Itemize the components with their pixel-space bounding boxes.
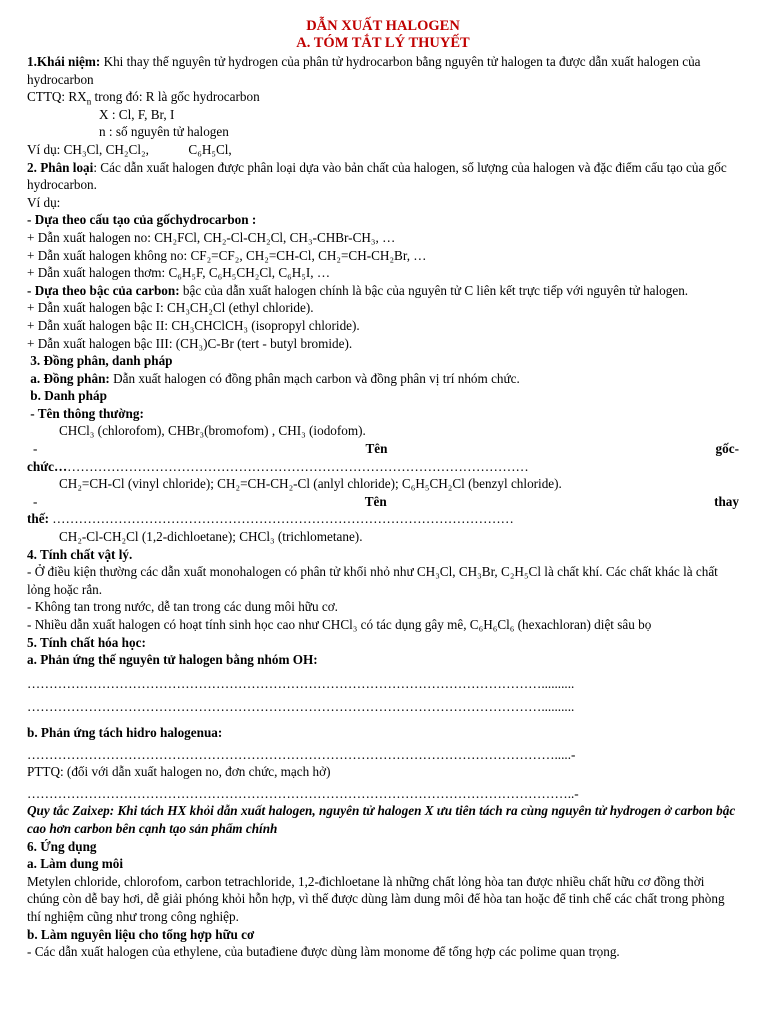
substitutive-thay: thay [714,493,739,509]
isomer-line [27,370,739,388]
general-formula-label: CTTQ: RX [27,89,87,105]
elimination-heading: b. Phản ứng tách hidro halogenua: [27,724,223,740]
section-6-heading: 6. Ứng dụng [27,838,97,854]
radical-name-example: CH₂=CH-Cl (vinyl chloride); CH₂=CH-CH₂-Cl (anlyl chloride); C₆H₅CH₂Cl (benzyl chloride). [59,476,562,492]
radical-ten: Tên [365,441,388,457]
isomer-text: Dẫn xuất halogen có đồng phân mạch carbon và đồng phân vị trí nhóm chức. [109,370,520,386]
answer-line-3: ………………………………………………………………………………………………………….....- [27,746,576,762]
substitutive-name-row [27,493,739,511]
solvent-text: Metylen chloride, chlorofom, carbon tetrachloride, 1,2-đichloetane là những chất lỏng hòa tan được nhiều chất hữu cơ đồng thời chúng còn dễ bay hơi, dễ giải phóng khỏi hỗn hợp, vì thế được dùng làm dung môi để hòa tan hoặc để tinh chế các chất trong phòng thí nghiệm cũng như trong công nghiệp. [27,873,725,924]
general-formula-sub: n [86,96,92,107]
substitutive-dots: …………………………………………………………………………………………… [48,511,514,527]
nomenclature-heading: b. Danh pháp [27,388,107,404]
by-degree [27,282,739,300]
common-name-example: CHCl₃ (chlorofom), CHBr₃(bromofom) , CHI₃ (iodofom). [59,423,366,439]
degree-2-example: + Dẫn xuất halogen bậc II: CH₃CHClCH₃ (isopropyl chloride). [27,317,360,333]
section-2-heading: 2. Phân loại [27,159,94,175]
doc-subtitle: A. TÓM TẮT LÝ THUYẾT [296,35,470,51]
radical-chuc: chức… [27,458,68,474]
zaitsev-rule: Quy tắc Zaixep: Khi tách HX khỏi dẫn xuất halogen, nguyên tử halogen X ưu tiên tách ra cùng nguyên tử hydrogen ở carbon bậc cao hơn carbon bên cạnh tạo sản phẩm chính [27,803,736,836]
section-2-example-label: Ví dụ: [27,194,61,210]
substitutive-name-example: CH₂-Cl-CH₂Cl (1,2-dichloetane); CHCl₃ (trichlometane). [59,529,363,545]
general-formula [27,88,739,106]
by-degree-heading: - Dựa theo bậc của carbon: [27,282,180,298]
physical-property-2: - Không tan trong nước, dễ tan trong các dung môi hữu cơ. [27,599,338,615]
radical-name-row [27,440,739,458]
unsaturated-example: + Dẫn xuất halogen không no: CF₂=CF₂, CH₂=CH-Cl, CH₂=CH-CH₂Br, … [27,247,427,263]
section-2-classification [27,159,739,194]
by-structure-heading: - Dựa theo cấu tạo của gốchydrocarbon : [27,212,257,228]
synthesis-heading: b. Làm nguyên liệu cho tổng hợp hữu cơ [27,926,255,942]
aromatic-example: + Dẫn xuất halogen thơm: C₆H₅F, C₆H₅CH₂Cl, C₆H₅I, … [27,265,331,281]
section-4-heading: 4. Tính chất vật lý. [27,546,133,562]
section-1-example: Ví dụ: CH₃Cl, CH₂Cl₂, C₆H₅Cl, [27,141,232,157]
section-1-heading: 1.Khái niệm: [27,54,101,69]
document-page [27,18,739,961]
physical-property-3: - Nhiều dẫn xuất halogen có hoạt tính sinh học cao như CHCl₃ có tác dụng gây mê, C₆H₆Cl₆ (hexachloran) diệt sâu bọ [27,617,652,632]
radical-dots: …………………………………………………………………………………………… [67,458,529,474]
radical-dash: - [33,441,38,457]
section-1-definition [27,53,739,88]
substitutive-the: thế: [27,511,49,527]
x-definition: X : Cl, F, Br, I [99,106,175,122]
synthesis-text: - Các dẫn xuất halogen của ethylene, của butađiene được dùng làm monome để tổng hợp các polime quan trọng. [27,944,620,960]
isomer-heading: a. Đồng phân: [27,370,110,386]
general-equation: PTTQ: (đối với dẫn xuất halogen no, đơn chức, mạch hở) [27,764,331,780]
degree-1-example: + Dẫn xuất halogen bậc I: CH₃CH₂Cl (ethyl chloride). [27,300,314,316]
substitutive-dash: - [33,493,38,509]
section-3-heading: 3. Đồng phân, danh pháp [27,353,173,369]
doc-title: DẪN XUẤT HALOGEN [306,18,460,34]
radical-name-line [27,458,739,476]
solvent-heading: a. Làm dung môi [27,856,123,872]
answer-line-1: ……………………………………………………………………………………………………….......... [27,675,575,691]
general-formula-tail: trong đó: R là gốc hydrocarbon [91,89,260,105]
physical-property-1: - Ở điều kiện thường các dẫn xuất monohalogen có phân tử khối nhỏ như CH₃Cl, CH₃Br, C₂H₅Cl là chất khí. Các chất khác là chất lỏng hoặc rắn. [27,564,718,597]
substitution-heading: a. Phản ứng thế nguyên tử halogen bằng nhóm OH: [27,652,318,668]
common-name-heading: - Tên thông thường: [27,405,144,421]
answer-line-4: ……………………………………………………………………………………………………………..- [27,785,579,801]
substitutive-ten: Tên [364,493,387,509]
n-definition: n : số nguyên tử halogen [99,124,229,140]
saturated-example: + Dẫn xuất halogen no: CH₂FCl, CH₂-Cl-CH₂Cl, CH₃-CHBr-CH₃, … [27,229,396,245]
section-2-text: : Các dẫn xuất halogen được phân loại dựa vào bản chất của halogen, số lượng của halogen và đặc điểm cấu tạo của gốc hydrocarbon. [27,159,727,193]
by-degree-text: bậc của dẫn xuất halogen chính là bậc của nguyên tử C liên kết trực tiếp với nguyên tử halogen. [179,282,689,298]
section-5-heading: 5. Tính chất hóa học: [27,634,146,650]
degree-3-example: + Dẫn xuất halogen bậc III: (CH₃)C-Br (tert - butyl bromide). [27,335,353,351]
answer-line-2: ……………………………………………………………………………………………………….......... [27,699,575,715]
substitutive-name-line [27,510,739,528]
section-1-text: Khi thay thế nguyên tử hydrogen của phân tử hydrocarbon bằng nguyên tử halogen ta được dẫn xuất halogen của hydrocarbon [27,54,701,87]
radical-goc: gốc- [715,441,739,457]
